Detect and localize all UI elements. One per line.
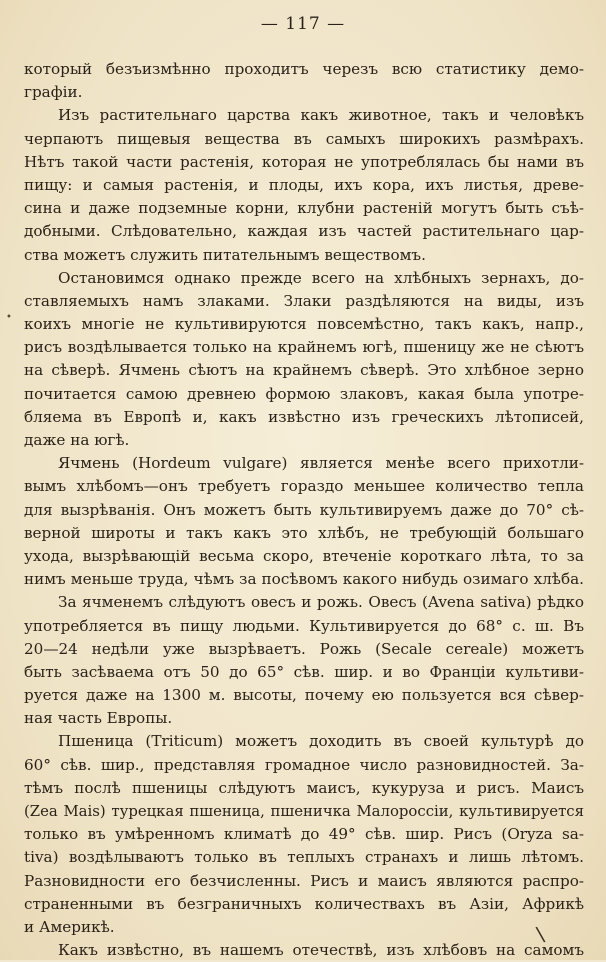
text-line: употребляется въ пищу людьми. Культивируется до 68° с. ш. Въ [24,616,584,635]
text-line: Остановимся однако прежде всего на хлѣбныхъ зернахъ, до- [58,268,584,287]
text-line: нимъ меньше труда, чѣмъ за посѣвомъ какого нибудь озимаго хлѣба. [24,570,584,589]
text-line: для вызрѣванія. Онъ можетъ быть культивируемъ даже до 70° сѣ- [24,500,584,519]
text-line: Разновидности его безчисленны. Рисъ и маисъ являются распро- [24,871,584,890]
text-line: ухода, вызрѣвающій весьма скоро, втеченіе короткаго лѣта, то за [24,546,584,565]
text-line: даже на югѣ. [24,431,130,449]
text-line: Ячмень (Hordeum vulgare) является менѣе всего прихотли- [58,454,584,473]
margin-speck: • [6,312,12,323]
text-line: быть засѣваема отъ 50 до 65° сѣв. шир. и во Франціи культиви- [24,662,584,681]
text-line: (Zea Mais) турецкая пшеница, пшеничка Малороссіи, культивируется [24,802,584,820]
text-line: ная часть Европы. [24,709,173,728]
text-line: коихъ многіе не культивируются повсемѣстно, такъ какъ, напр., [24,315,584,334]
text-line: Пшеница (Triticum) можетъ доходить въ своей культурѣ до [58,732,584,751]
text-line: сина и даже подземные корни, клубни растеній могутъ быть съѣ- [24,199,584,218]
text-line: который безъизмѣнно проходитъ черезъ всю статистику демо- [24,60,584,78]
margin-pencil-mark: \ [534,921,547,947]
text-line: верной широты и такъ какъ это хлѣбъ, не требующій большаго [24,523,584,542]
text-line: только въ умѣренномъ климатѣ до 49° сѣв. шир. Рисъ (Oryza sa- [24,825,584,844]
text-line: и Америкѣ. [24,917,115,936]
text-line: страненными въ безграничныхъ количествахъ въ Азіи, Африкѣ [24,894,584,913]
text-line: ставляемыхъ намъ злаками. Злаки раздѣляются на виды, изъ [24,291,584,310]
text-line: графіи. [24,83,83,102]
text-line: черпаютъ пищевыя вещества въ самыхъ широкихъ размѣрахъ. [24,129,584,148]
text-line: бляема въ Европѣ и, какъ извѣстно изъ греческихъ лѣтописей, [24,407,584,426]
text-line: За ячменемъ слѣдуютъ овесъ и рожь. Овесъ (Avena sativa) рѣдко [58,593,584,612]
text-line: Какъ извѣстно, въ нашемъ отечествѣ, изъ хлѣбовъ на самомъ [58,941,584,960]
text-line: вымъ хлѣбомъ—онъ требуетъ гораздо меньшее количество тепла [24,477,584,496]
text-line: tiva) воздѣлываютъ только въ теплыхъ странахъ и лишь лѣтомъ. [24,848,584,867]
text-line: добными. Слѣдовательно, каждая изъ частей растительнаго цар- [24,222,584,241]
text-line: ства можетъ служить питательнымъ веществомъ. [24,245,426,264]
text-line: 60° сѣв. шир., представляя громадное число разновидностей. За- [24,755,584,774]
text-line: пищу: и самыя растенія, и плоды, ихъ кора, ихъ листья, древе- [24,175,584,194]
page-number: — 117 — [260,14,346,34]
text-line: Нѣтъ такой части растенія, которая не употреблялась бы нами въ [24,152,584,171]
text-line: Изъ растительнаго царства какъ животное, такъ и человѣкъ [58,106,584,125]
text-line: тѣмъ послѣ пшеницы слѣдуютъ маисъ, кукуруза и рисъ. Маисъ [24,778,584,797]
body-text [24,58,584,962]
text-line: почитается самою древнею формою злаковъ, какая была употре- [24,384,584,403]
text-line: 20—24 недѣли уже вызрѣваетъ. Рожь (Secale cereale) можетъ [24,639,584,658]
text-line: на сѣверѣ. Ячмень сѣютъ на крайнемъ сѣверѣ. Это хлѣбное зерно [24,361,584,380]
text-line: рисъ воздѣлывается только на крайнемъ югѣ, пшеницу же не сѣютъ [24,338,584,357]
text-line: руется даже на 1300 м. высоты, почему ею пользуется вся сѣвер- [24,686,584,705]
